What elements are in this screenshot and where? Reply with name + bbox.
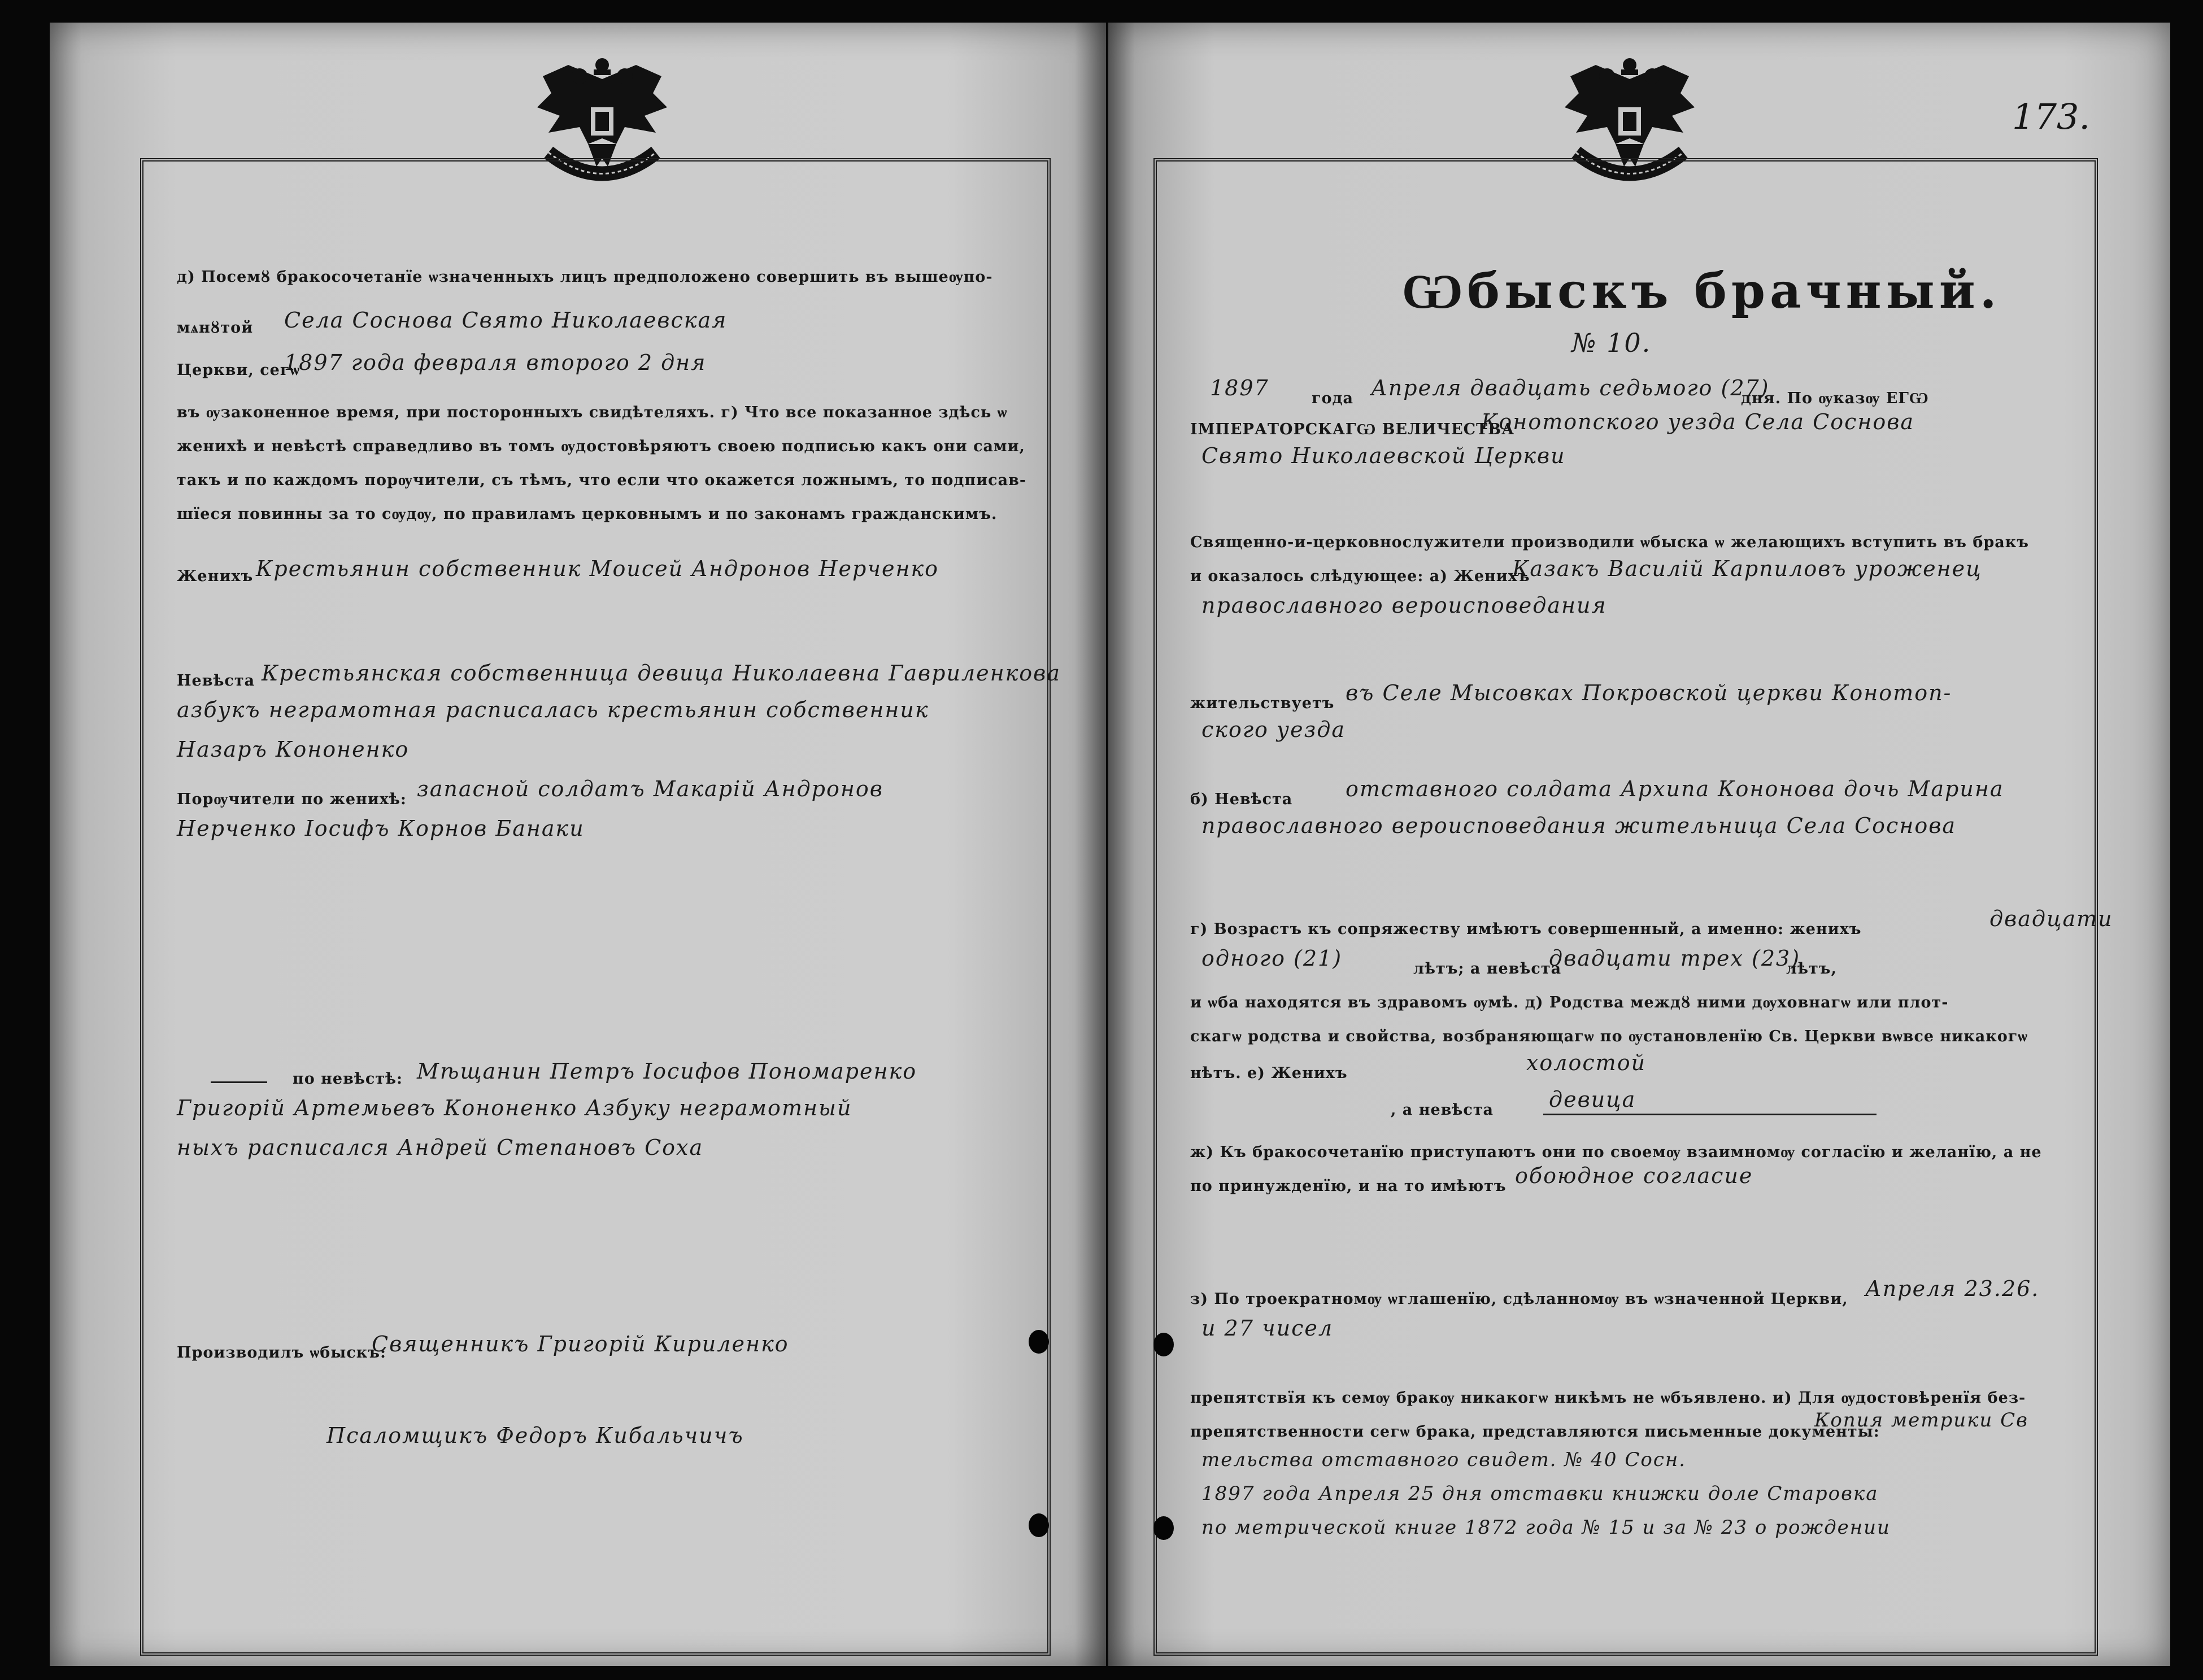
printed-line: шїеся повинны за то сѹдѹ, по правиламъ церковнымъ и по законамъ гражданскимъ. xyxy=(177,505,998,523)
document-title: Ѡбыскъ брачный. xyxy=(1402,263,2001,320)
handwritten-entry: ныхъ расписался Андрей Степановъ Соха xyxy=(177,1135,704,1160)
printed-line: такъ и по каждомъ порѹчители, съ тѣмъ, что если что окажется ложнымъ, то подписав- xyxy=(177,472,1027,489)
right-page xyxy=(1108,23,2170,1666)
handwritten-entry: Григорій Артемьевъ Кононенко Азбуку неграмотный xyxy=(177,1096,852,1120)
binding-hole xyxy=(1153,1333,1174,1356)
handwritten-entry: и 27 чисел xyxy=(1201,1316,1334,1341)
handwritten-entry: запасной солдатъ Макарій Андронов xyxy=(417,776,883,801)
handwritten-entry: Апреля 23.26. xyxy=(1865,1276,2040,1301)
handwritten-entry: двадцати трех (23) xyxy=(1549,946,1801,971)
signature-psalmist: Псаломщикъ Федоръ Кибальчичъ xyxy=(326,1423,744,1448)
handwritten-entry: азбукъ неграмотная расписалась крестьянин собственник xyxy=(177,697,929,722)
handwritten-entry: въ Селе Мысовках Покровской церкви Конотоп- xyxy=(1346,680,1952,705)
printed-line: нѣтъ. е) Женихъ xyxy=(1190,1064,1348,1082)
printed-line: лѣтъ, xyxy=(1786,960,1837,978)
printed-line: и оказалось слѣдующее: а) Женихъ xyxy=(1190,568,1530,585)
printed-line: по принужденїю, и на то имѣютъ xyxy=(1190,1177,1507,1195)
page-number: 173. xyxy=(2012,96,2091,137)
groom-label: Женихъ xyxy=(177,568,254,585)
bride-label: б) Невѣста xyxy=(1190,791,1293,808)
handwritten-entry: Конотопского уезда Села Соснова xyxy=(1481,409,1915,434)
printed-line: мѧнȣтой xyxy=(177,319,254,337)
printed-line: и ѡба находятся въ здравомъ ѹмѣ. д) Родства междȣ ними дѹховнагѡ или плот- xyxy=(1190,994,1949,1011)
handwritten-entry: Назаръ Кононенко xyxy=(177,737,410,762)
handwritten-entry: православного вероисповедания жительница Села Соснова xyxy=(1201,813,1957,838)
handwritten-entry: 1897 xyxy=(1210,376,1269,400)
performed-by-label: Производилъ ѡбыскъ: xyxy=(177,1344,386,1362)
printed-line: препятствїя къ семѹ бракѹ никакогѡ никѣмъ не ѡбъявлено. и) Для ѹдостовѣренїя без- xyxy=(1190,1389,2026,1407)
handwritten-entry: Казакъ Василій Карпиловъ уроженец xyxy=(1512,556,1982,581)
printed-line: препятственности сегѡ брака, представляются письменные документы: xyxy=(1190,1423,1880,1441)
printed-line: въ ѹзаконенное время, при посторонныхъ свидѣтеляхъ. г) Что все показанное здѣсь ѡ xyxy=(177,404,1008,421)
printed-line: Священно-и-церковнослужители производили ѡбыска ѡ желающихъ вступить въ бракъ xyxy=(1190,534,2029,551)
left-page xyxy=(50,23,1106,1666)
handwritten-entry: 1897 года Апреля 25 дня отставки книжки доле Старовка xyxy=(1201,1482,1879,1505)
residence-label: жительствуетъ xyxy=(1190,695,1335,712)
handwritten-entry: Крестьянин собственник Моисей Андронов Нерченко xyxy=(256,556,939,581)
binding-hole xyxy=(1153,1516,1174,1540)
binding-hole xyxy=(1029,1330,1049,1354)
printed-line: ІМПЕРАТОРСКАГѠ ВЕЛИЧЕСТВА xyxy=(1190,421,1515,438)
handwritten-entry: Села Соснова Свято Николаевская xyxy=(284,308,728,333)
handwritten-entry: православного вероисповедания xyxy=(1201,593,1607,618)
printed-line: з) По троекратномѹ ѡглашенїю, сдѣланномѹ въ ѡзначенной Церкви, xyxy=(1190,1290,1848,1308)
handwritten-entry: Мѣщанин Петръ Іосифов Пономаренко xyxy=(417,1059,917,1084)
handwritten-entry: обоюдное согласие xyxy=(1515,1163,1753,1188)
handwritten-entry: тельства отставного свидет. № 40 Сосн. xyxy=(1201,1448,1687,1471)
printed-line: дня. По ѹказѹ ЕГѠ xyxy=(1741,390,1929,407)
printed-line: ж) Къ бракосочетанїю приступаютъ они по своемѹ взаимномѹ согласїю и желанїю, а не xyxy=(1190,1144,2042,1161)
binding-hole xyxy=(1029,1513,1049,1537)
printed-line: года xyxy=(1312,390,1354,407)
handwritten-entry: Нерченко Іосифъ Корнов Банаки xyxy=(177,816,585,841)
handwritten-entry: отставного солдата Архипа Кононова дочь Марина xyxy=(1346,776,2004,801)
printed-line: лѣтъ; а невѣста xyxy=(1413,960,1562,978)
printed-line: , а невѣста xyxy=(1391,1101,1494,1119)
handwritten-entry: девица xyxy=(1549,1087,1636,1112)
printed-line: д) Посемȣ бракосочетанїе ѡзначенныхъ лицъ предположено совершить въ вышеѹпо- xyxy=(177,268,993,286)
handwritten-entry: Свято Николаевской Церкви xyxy=(1201,443,1566,468)
handwritten-entry: холостой xyxy=(1526,1050,1647,1075)
handwritten-entry: Крестьянская собственница девица Николаевна Гавриленкова xyxy=(262,661,1061,686)
record-number: № 10. xyxy=(1571,328,1652,358)
handwritten-entry: Копия метрики Св xyxy=(1814,1409,2028,1432)
printed-line: скагѡ родства и свойства, возбраняющагѡ по ѹстановленїю Св. Церкви вѡвсе никакогѡ xyxy=(1190,1028,2028,1045)
signature-priest: Священникъ Григорій Кириленко xyxy=(372,1332,789,1356)
guarantors-groom-label: Порѹчители по женихѣ: xyxy=(177,791,407,808)
handwritten-entry: одного (21) xyxy=(1201,946,1343,971)
bride-label: Невѣста xyxy=(177,672,255,690)
fill-rule xyxy=(1543,1114,1877,1115)
printed-line: Церкви, сегѡ xyxy=(177,361,301,379)
handwritten-entry: двадцати xyxy=(1989,906,2113,931)
handwritten-entry: ского уезда xyxy=(1201,717,1346,742)
handwritten-entry: 1897 года февраля второго 2 дня xyxy=(284,350,707,375)
handwritten-entry: по метрической книге 1872 года № 15 и за № 23 о рождении xyxy=(1201,1516,1891,1539)
dash-rule xyxy=(211,1081,267,1083)
guarantors-bride-label: по невѣстѣ: xyxy=(293,1070,403,1088)
printed-line: г) Возрастъ къ сопряжеству имѣютъ совершенный, а именно: женихъ xyxy=(1190,920,1862,938)
handwritten-entry: Апреля двадцать седьмого (27) xyxy=(1371,376,1770,400)
printed-line: женихѣ и невѣстѣ справедливо въ томъ ѹдостовѣряютъ своею подписью какъ они сами, xyxy=(177,438,1025,455)
